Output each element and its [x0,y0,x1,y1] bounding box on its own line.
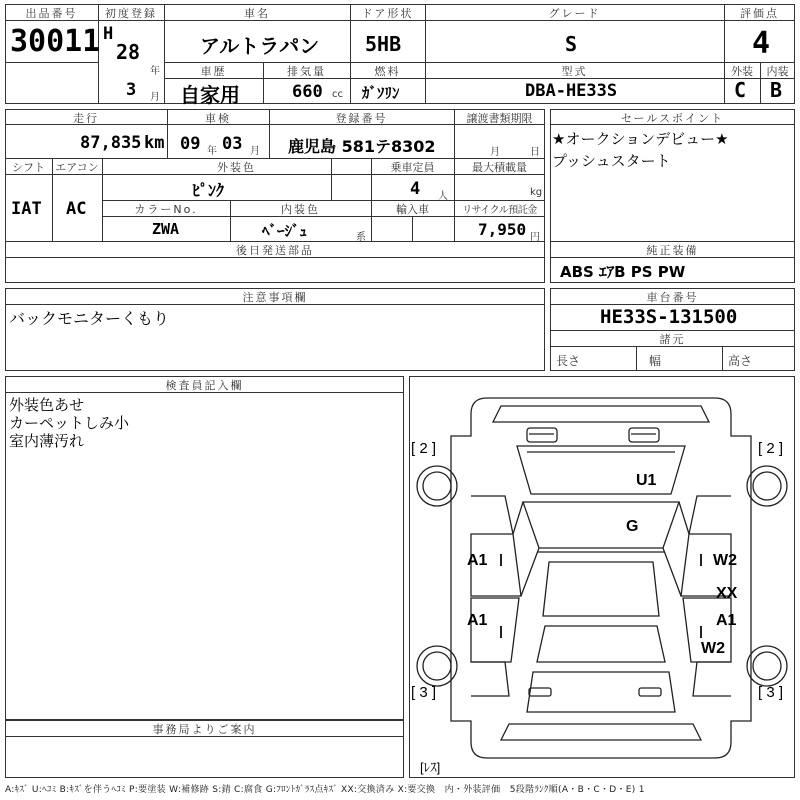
model: DBA-HE33S [525,81,618,101]
int-grade: B [770,78,783,102]
mark-w2-right-front: W2 [713,552,737,569]
equipment-label: 純正装備 [646,244,699,257]
color: ﾋﾟﾝｸ [192,181,225,200]
insp-year-unit: 年 [207,146,217,157]
windshield [523,502,679,548]
sales-line-2: プッシュスタート [552,152,671,170]
ext-label: 外装 [731,65,753,78]
transfer-day-unit: 日 [530,147,540,158]
mark-xx: XX [716,585,738,602]
grade: S [565,32,578,56]
sales-point-label: セールスポイント [620,112,724,125]
mark-a1-left-rear: A1 [467,612,488,629]
mileage-label: 走行 [73,112,99,125]
width-label: 幅 [649,354,662,368]
bracket-bottom-right: [ 3 ] [758,684,784,701]
height-label: 高さ [728,354,753,368]
caution-text: バックモニターくもり [9,309,170,328]
fuel: ｶﾞｿﾘﾝ [362,84,400,102]
chassis-no: HE33S-131500 [600,306,738,328]
mark-w2-right-rear: W2 [701,640,725,657]
grade-label: グレード [548,7,601,20]
shift-label: シフト [12,161,45,174]
max-load-unit: kg [530,187,543,198]
capacity-unit: 人 [438,191,448,202]
bracket-bottom-left: [ 3 ] [411,684,437,701]
model-label: 型式 [561,65,588,78]
door: 5HB [365,32,402,56]
capacity: 4 [410,179,421,199]
displacement-label: 排気量 [287,65,326,78]
insp-year: 09 [180,134,201,154]
displacement: 660 [292,82,323,102]
ext-grade: C [734,78,747,102]
recycle-unit: 円 [530,232,540,243]
trunk [527,672,675,712]
divider [5,62,98,63]
front-bumper [493,406,709,422]
interior-color: ﾍﾞｰｼﾞｭ [262,222,308,240]
reg-no-label: 登録番号 [335,112,388,125]
fuel-label: 燃料 [374,65,401,78]
mileage-unit: km [144,133,165,153]
mark-u1: U1 [636,472,657,489]
car-name-label: 車名 [244,7,270,20]
score: 4 [752,26,771,61]
color-no: ZWA [152,220,180,238]
inspector-line-2: カーペットしみ小 [9,414,130,432]
divider [412,216,413,241]
car-diagram [409,376,795,778]
roof [543,562,659,616]
color-label: 外装色 [217,161,256,174]
history: 自家用 [180,83,240,107]
equipment: ABS ｴｱB PS PW [560,263,686,281]
mark-a1-right: A1 [716,612,737,629]
ac-label: エアコン [55,161,99,174]
divider [722,346,723,371]
length-label: 長さ [556,354,581,368]
month-unit: 月 [150,92,160,103]
inspector-label: 検査員記入欄 [165,379,244,392]
mileage: 87,835 [80,133,142,153]
history-label: 車歴 [200,65,227,78]
mark-a1-left-front: A1 [467,552,488,569]
office-label: 事務局よりご案内 [152,723,257,736]
rear-window [537,626,665,662]
bracket-top-left: [ 2 ] [411,440,437,457]
sales-line-1: ★オークションデビュー★ [552,130,729,148]
caution-label: 注意事項欄 [242,291,308,304]
left-rear-door [471,598,519,662]
lot-no-label: 出品番号 [25,7,78,20]
max-load-label: 最大積載量 [472,161,527,174]
recycle-label: リサイクル預託金 [462,205,537,216]
era: H [103,24,114,44]
inspector-line-1: 外装色あせ [9,396,85,414]
year-unit: 年 [150,66,160,77]
color-no-label: カラーNo. [134,203,198,216]
reg-no: 鹿児島 581テ8302 [288,137,436,156]
import-label: 輸入車 [396,203,429,216]
divider [636,346,637,371]
insp-month-unit: 月 [250,146,260,157]
shift: IAT [11,199,42,219]
mark-g: G [626,518,639,535]
car-name: アルトラパン [200,34,320,58]
displacement-unit: cc [332,89,343,100]
door-label: ドア形状 [361,7,414,20]
score-label: 評価点 [740,7,779,20]
transfer-label: 譲渡書類期限 [466,112,533,125]
rear-bumper [501,724,701,740]
interior-color-label: 内装色 [281,203,320,216]
bracket-top-right: [ 2 ] [758,440,784,457]
later-parts-label: 後日発送部品 [236,244,314,257]
first-reg-label: 初度登録 [105,7,157,20]
transfer-month-unit: 月 [490,147,500,158]
chassis-label: 車台番号 [646,291,699,304]
bracket-bottom: [ﾚｽ] [420,760,441,775]
month: 3 [126,80,137,100]
capacity-label: 乗車定員 [390,161,435,174]
legend: A:ｷｽﾞ U:ﾍｺﾐ B:ｷｽﾞを伴うﾍｺﾐ P:要塗装 W:補修跡 S:錆 C:腐食 G:ﾌﾛﾝﾄｶﾞﾗｽ点ｷｽﾞ XX:交換済み X:要交換 内・外装評価 5段階ﾗﾝｸ順(A・B・C・D・E) 1 [5,785,645,795]
interior-color-unit: 系 [356,232,366,243]
insp-month: 03 [222,134,243,154]
recycle: 7,950 [478,220,527,239]
dims-label: 諸元 [659,333,686,346]
lot-no: 30011 [10,24,101,59]
hood [517,446,685,494]
year: 28 [116,40,141,64]
int-label: 内装 [766,65,789,78]
inspector-line-3: 室内薄汚れ [9,432,85,450]
inspection-label: 車検 [205,112,231,125]
ac: AC [66,199,87,219]
